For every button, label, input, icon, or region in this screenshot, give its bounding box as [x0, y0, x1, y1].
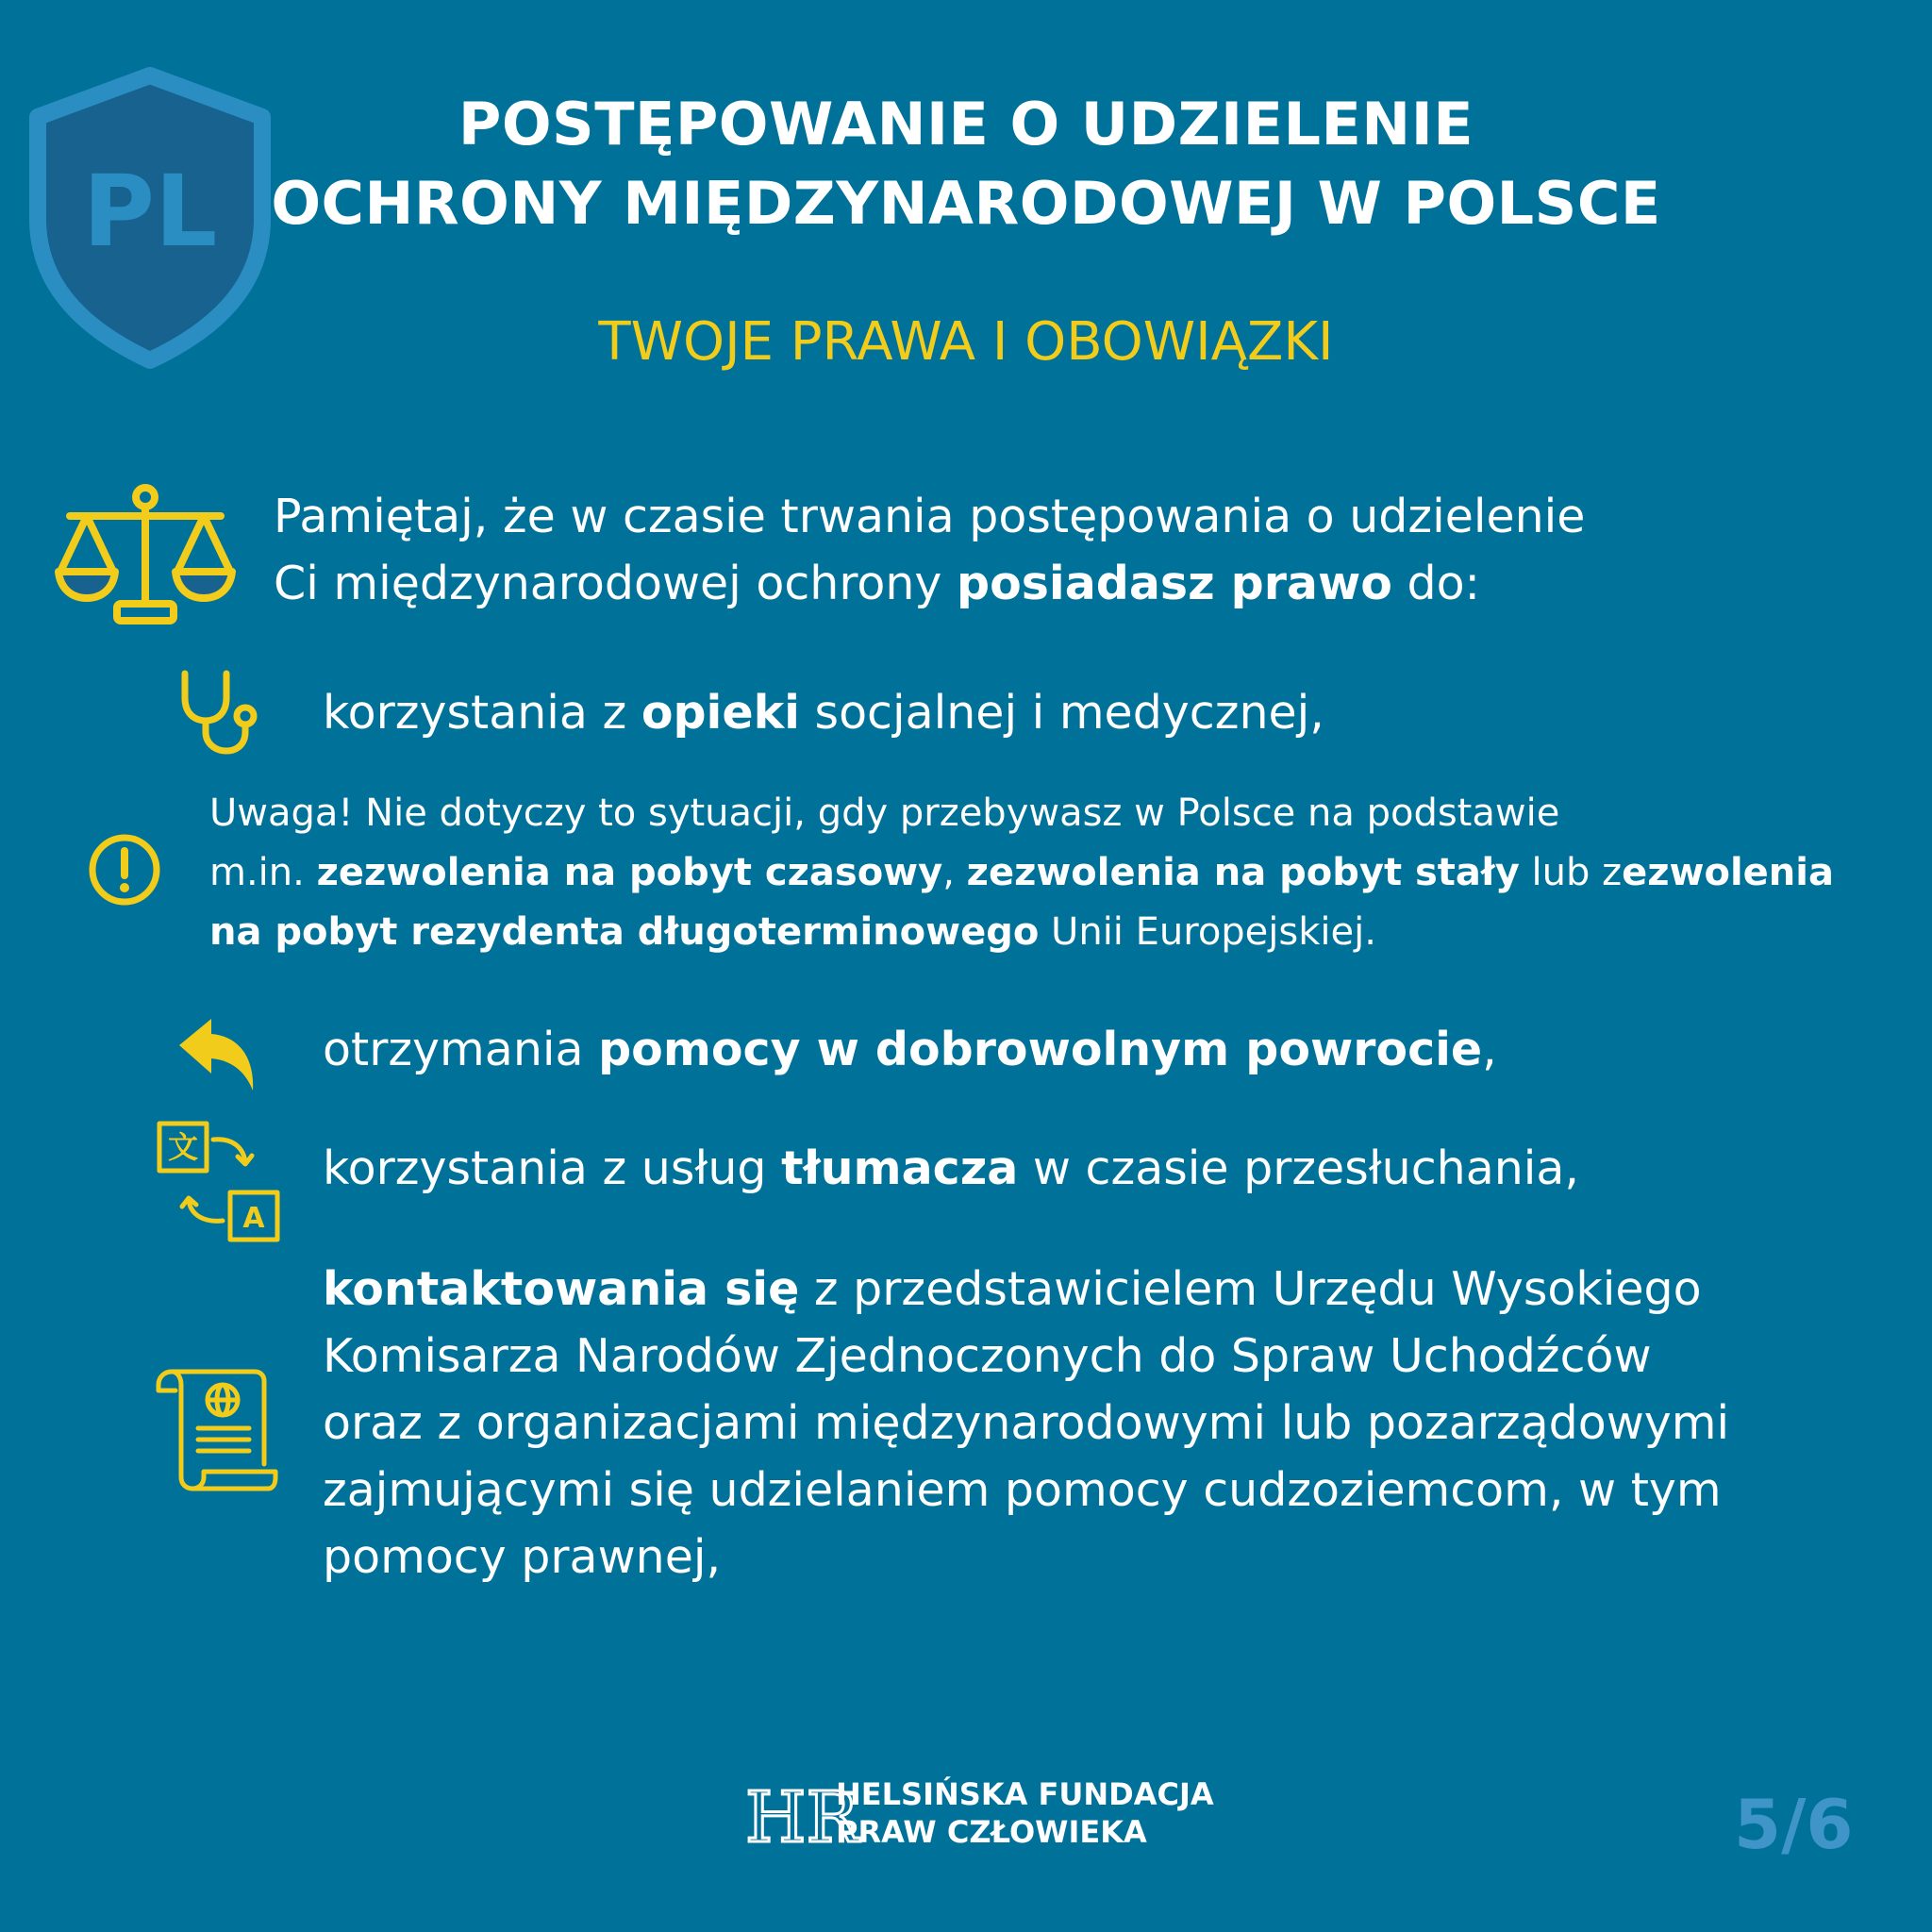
contact-line-3: oraz z organizacjami międzynarodowymi lub pozarządowymi — [323, 1396, 1730, 1450]
title-line-2: OCHRONY MIĘDZYNARODOWEJ W POLSCE — [271, 169, 1661, 238]
note-text: lub z — [1519, 851, 1623, 894]
org-name-line-1: HELSIŃSKA FUNDACJA — [836, 1776, 1214, 1812]
translate-glyph-bottom: A — [242, 1202, 265, 1235]
org-name-line-2: PRAW CZŁOWIEKA — [836, 1814, 1147, 1850]
title-line-1: POSTĘPOWANIE O UDZIELENIE — [458, 90, 1474, 158]
note-text: Unii Europejskiej. — [1039, 910, 1376, 954]
intro-line-2 — [274, 550, 1585, 617]
care-text: korzystania z — [323, 686, 641, 740]
right-interpreter — [323, 1135, 1579, 1202]
note-line-3 — [209, 903, 1834, 962]
contact-text: z przedstawicielem Urzędu Wysokiego — [799, 1262, 1702, 1316]
page-subtitle: TWOJE PRAWA I OBOWIĄZKI — [598, 311, 1334, 373]
intro-text — [274, 483, 1585, 617]
return-text: , — [1482, 1023, 1497, 1076]
contact-line-2: Komisarza Narodów Zjednoczonych do Spraw Uchodźców — [323, 1329, 1652, 1383]
logo-letters: HR — [745, 1777, 859, 1858]
return-arrow-icon — [179, 1017, 258, 1092]
note-line-1: Uwaga! Nie dotyczy to sytuacji, gdy przebywasz w Polsce na podstawie — [209, 791, 1560, 835]
scales-icon — [53, 481, 238, 627]
interpreter-text: w czasie przesłuchania, — [1018, 1141, 1580, 1195]
note-emphasis: ezwolenia — [1622, 851, 1834, 894]
interpreter-emphasis: tłumacza — [781, 1141, 1019, 1195]
contact-line-5: pomocy prawnej, — [323, 1530, 722, 1584]
hr-logo-icon — [743, 1775, 859, 1858]
intro-text-part: do: — [1391, 557, 1481, 610]
page-number: 5/6 — [1734, 1785, 1854, 1864]
right-care — [323, 679, 1324, 746]
return-text: otrzymania — [323, 1023, 599, 1076]
note-emphasis: na pobyt rezydenta długoterminowego — [209, 910, 1040, 954]
warning-note — [209, 784, 1834, 962]
note-text: m.in. — [209, 851, 317, 894]
badge-text: PL — [82, 154, 218, 269]
intro-emphasis: posiadasz prawo — [957, 557, 1392, 610]
note-line-2 — [209, 843, 1834, 903]
translate-icon — [157, 1121, 283, 1243]
contact-line-4: zajmującymi się udzielaniem pomocy cudzoziemcom, w tym — [323, 1463, 1722, 1517]
care-text: socjalnej i medycznej, — [799, 686, 1324, 740]
right-contact — [323, 1256, 1729, 1591]
org-name — [836, 1775, 1214, 1851]
intro-line-1: Pamiętaj, że w czasie trwania postępowania o udzielenie — [274, 490, 1586, 543]
exclamation-icon — [87, 832, 162, 908]
right-return — [323, 1016, 1497, 1083]
return-emphasis: pomocy w dobrowolnym powrocie — [598, 1023, 1483, 1076]
stethoscope-icon — [177, 668, 257, 757]
note-emphasis: zezwolenia na pobyt stały — [966, 851, 1520, 894]
page-title — [0, 85, 1932, 243]
contact-line-1 — [323, 1256, 1729, 1323]
note-emphasis: zezwolenia na pobyt czasowy — [316, 851, 943, 894]
footer-logo — [743, 1775, 1214, 1858]
note-text: , — [942, 851, 967, 894]
interpreter-text: korzystania z usług — [323, 1141, 782, 1195]
translate-glyph-top: 文 — [167, 1129, 199, 1165]
intro-text-part: Ci międzynarodowej ochrony — [274, 557, 957, 610]
document-globe-icon — [155, 1366, 279, 1492]
contact-emphasis: kontaktowania się — [323, 1262, 800, 1316]
care-emphasis: opieki — [641, 686, 800, 740]
